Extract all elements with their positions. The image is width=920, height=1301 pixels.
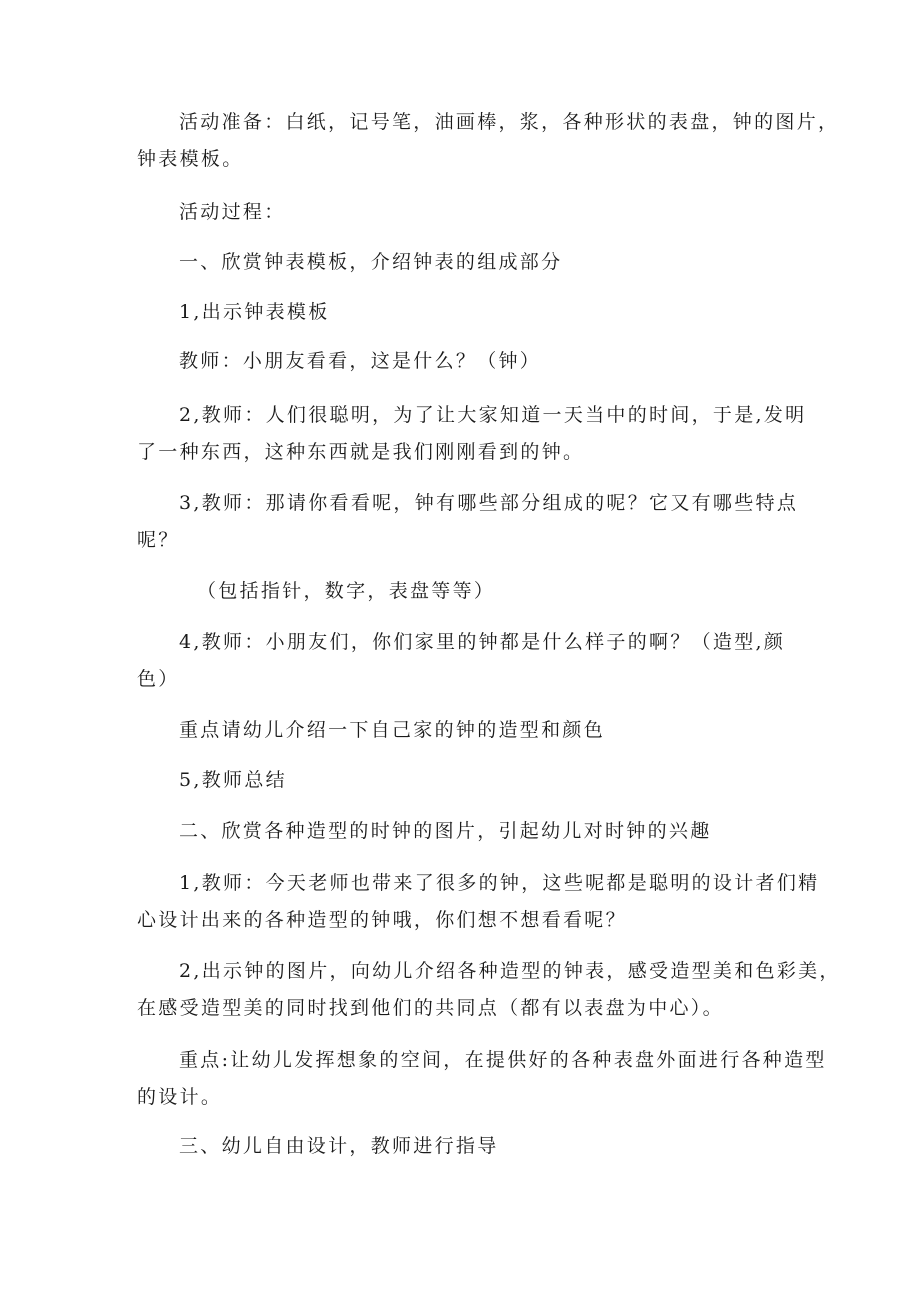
paragraph-step-3-answer (137, 573, 817, 610)
text-line: 了一种东西，这种东西就是我们刚刚看到的钟。 (137, 441, 585, 463)
text-line: 2,教师：人们很聪明，为了让大家知道一天当中的时间，于是,发明 (179, 404, 807, 426)
heading-part-one (137, 244, 817, 281)
paragraph-step-4-key-point (137, 712, 817, 749)
paragraph-step-3 (137, 485, 817, 559)
text-line: （包括指针，数字，表盘等等） (197, 580, 496, 602)
text-line: 1,教师：今天老师也带来了很多的钟，这些呢都是聪明的设计者们精 (179, 872, 820, 894)
text-line: 1,出示钟表模板 (179, 301, 330, 323)
paragraph-step-5 (137, 762, 817, 799)
text-line: 重点请幼儿介绍一下自己家的钟的造型和颜色 (179, 719, 606, 741)
paragraph-part-two-key-point (137, 1042, 827, 1116)
paragraph-step-1 (137, 294, 817, 331)
paragraph-activity-preparation (137, 104, 840, 178)
text-line: 活动过程： (179, 201, 286, 223)
text-line: 重点:让幼儿发挥想象的空间，在提供好的各种表盘外面进行各种造型 (179, 1049, 827, 1071)
text-line: 心设计出来的各种造型的钟哦，你们想不想看看呢？ (137, 909, 627, 931)
text-line: 色） (137, 668, 180, 690)
paragraph-step-4 (137, 624, 817, 698)
heading-part-three (137, 1128, 817, 1165)
text-line: 5,教师总结 (179, 769, 287, 791)
paragraph-step-1-question (137, 343, 817, 380)
text-line: 活动准备：白纸，记号笔，油画棒，浆，各种形状的表盘，钟的图片， (179, 111, 840, 133)
text-line: 二、欣赏各种造型的时钟的图片，引起幼儿对时钟的兴趣 (179, 820, 712, 842)
text-line: 在感受造型美的同时找到他们的共同点（都有以表盘为中心）。 (137, 997, 724, 1019)
text-line: 钟表模板。 (137, 148, 244, 170)
text-line: 4,教师：小朋友们，你们家里的钟都是什么样子的啊？（造型,颜 (179, 631, 786, 653)
text-line: 的设计。 (137, 1086, 223, 1108)
text-line: 教师：小朋友看看，这是什么？（钟） (179, 350, 542, 372)
text-line: 3,教师：那请你看看呢，钟有哪些部分组成的呢？它又有哪些特点 (179, 492, 799, 514)
heading-part-two (137, 813, 817, 850)
paragraph-step-2 (137, 397, 817, 471)
text-line: 三、幼儿自由设计，教师进行指导 (179, 1135, 499, 1157)
text-line: 呢？ (137, 529, 180, 551)
text-line: 2,出示钟的图片，向幼儿介绍各种造型的钟表，感受造型美和色彩美， (179, 960, 841, 982)
paragraph-part-two-step-2 (137, 953, 841, 1027)
text-line: 一、欣赏钟表模板，介绍钟表的组成部分 (179, 251, 563, 273)
paragraph-activity-process (137, 194, 817, 231)
paragraph-part-two-step-1 (137, 865, 820, 939)
